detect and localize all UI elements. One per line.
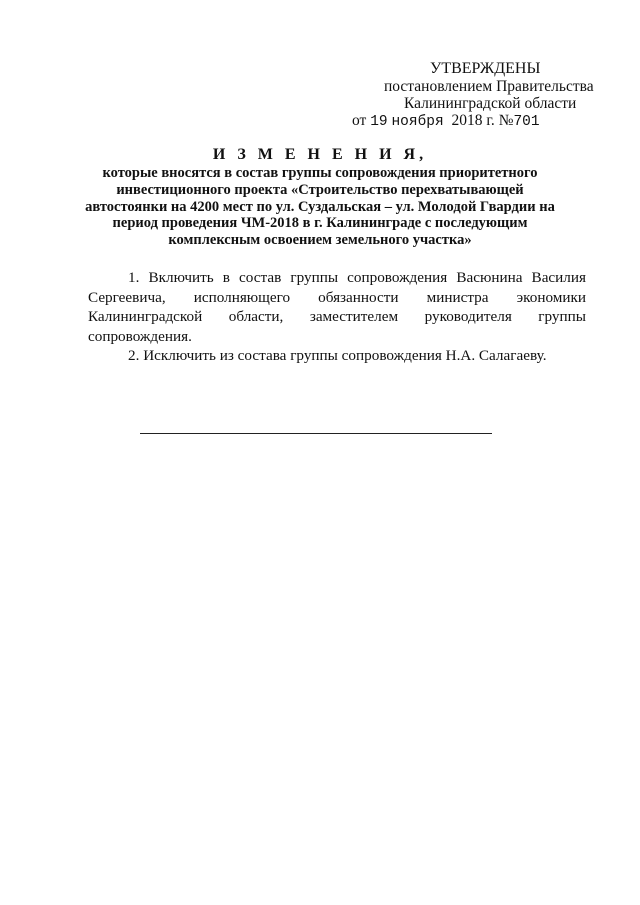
number-sign: № — [498, 112, 514, 129]
heading-subtitle-line: автостоянки на 4200 мест по ул. Суздальская – ул. Молодой Гвардии на — [85, 198, 555, 215]
body-item-2: 2. Исключить из состава группы сопровождения Н.А. Салагаеву. — [128, 347, 547, 364]
approval-region-line: Калининградской области — [404, 95, 577, 112]
document-body — [88, 268, 586, 366]
approval-block — [0, 0, 640, 140]
document-heading — [70, 145, 570, 249]
heading-subtitle-line: комплексным освоением земельного участка» — [168, 232, 472, 249]
body-item-1: 1. Включить в состав группы сопровождения Васюнина Василия Сергеевича, исполняющего обязанности министра экономики Калининградской области, заместителем руководителя группы сопровождения. — [88, 269, 586, 345]
approval-date-line — [352, 112, 540, 131]
date-prefix: от — [352, 112, 367, 129]
date-day: 19 — [370, 114, 388, 130]
approval-title: УТВЕРЖДЕНЫ — [430, 60, 541, 77]
heading-subtitle-line: которые вносятся в состав группы сопровождения приоритетного — [102, 165, 538, 181]
heading-subtitle-line: инвестиционного проекта «Строительство перехватывающей — [116, 181, 524, 198]
closing-divider — [140, 433, 492, 434]
date-month: ноября — [391, 114, 444, 130]
document-number: 701 — [513, 114, 540, 130]
heading-title: И З М Е Н Е Н И Я, — [212, 146, 428, 163]
date-year: 2018 г. — [451, 112, 495, 129]
heading-subtitle-line: период проведения ЧМ-2018 в г. Калининграде с последующим — [112, 215, 528, 232]
approval-issuer-line: постановлением Правительства — [384, 78, 594, 95]
